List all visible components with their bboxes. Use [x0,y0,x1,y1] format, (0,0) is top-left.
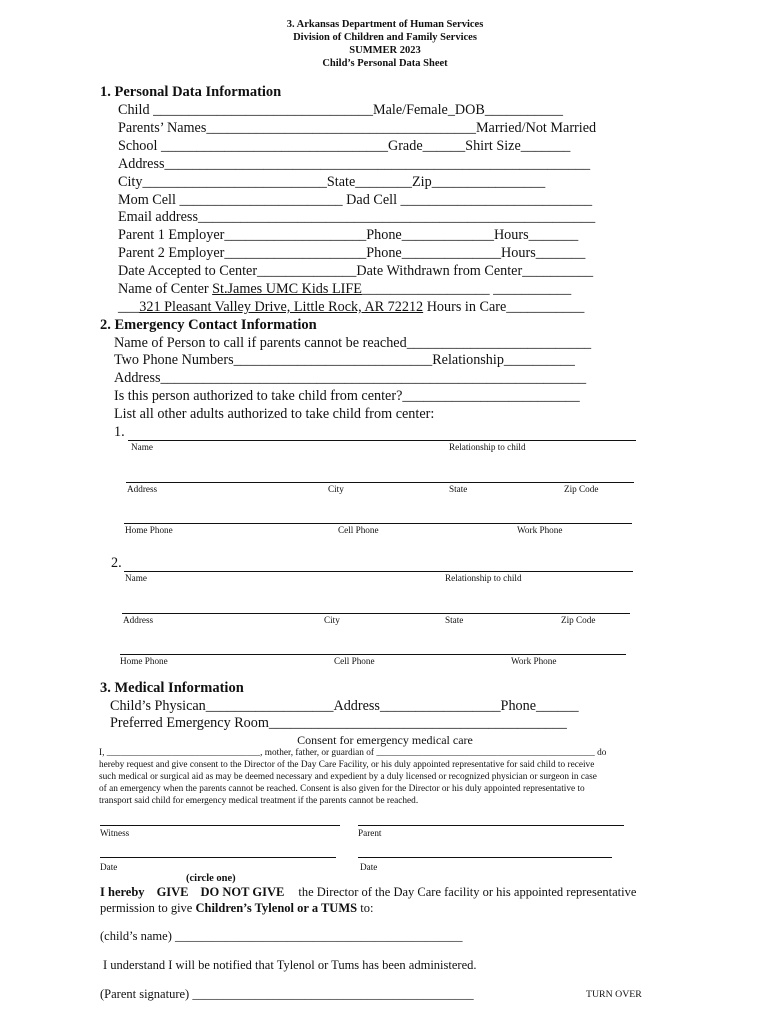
give-option[interactable]: GIVE [156,885,189,899]
hereby-label: I hereby [100,885,145,899]
header-season: SUMMER 2023 [349,45,421,56]
emergency-authorized-field[interactable]: Is this person authorized to take child from center?_________________________ [114,388,580,404]
parent2-employer-field[interactable]: Parent 2 Employer____________________Phone______________Hours_______ [118,245,586,261]
center-address-prefix: ___ [118,299,140,315]
contact2-relationship-label: Relationship to child [445,573,522,583]
parent-signature-line[interactable] [358,825,624,826]
center-name-value: St.James UMC Kids LIFE [212,281,362,297]
notification-statement: I understand I will be notified that Tylenol or Tums has been administered. [103,958,477,972]
date-accepted-field[interactable]: Date Accepted to Center______________Date Withdrawn from Center__________ [118,263,594,279]
witness-signature-line[interactable] [100,825,340,826]
contact2-state-label: State [445,615,464,625]
contact1-relationship-label: Relationship to child [449,442,526,452]
medication-permission-line [100,885,636,900]
witness-date-label: Date [100,862,118,872]
contact1-state-label: State [449,484,468,494]
center-name-tail: __________________ ___________ [361,281,572,297]
consent-line-4: of an emergency when the parents cannot be reached. Consent is also given for the Director or his duly appointed representative to [99,784,585,794]
permission-suffix: to: [357,901,374,915]
header-division: Division of Children and Family Services [293,32,477,43]
contact2-address-line[interactable] [122,613,630,614]
section3-title: 3. Medical Information [100,680,244,696]
do-not-give-option[interactable]: DO NOT GIVE [200,885,285,899]
authorized-adults-prompt: List all other adults authorized to take child from center: [114,406,435,422]
contact1-name-label: Name [131,442,153,452]
child-field[interactable]: Child _______________________________Male/Female_DOB___________ [118,102,563,118]
medication-names: Children’s Tylenol or a TUMS [195,901,358,915]
parent1-employer-field[interactable]: Parent 1 Employer____________________Phone_____________Hours_______ [118,227,579,243]
contact1-zip-label: Zip Code [564,484,599,494]
parent-label: Parent [358,828,382,838]
contact1-cell-phone-label: Cell Phone [338,525,379,535]
emergency-phones-field[interactable]: Two Phone Numbers____________________________Relationship__________ [114,352,575,368]
hours-in-care-field: Hours in Care___________ [423,299,585,315]
parent-cell-field[interactable]: Mom Cell _______________________ Dad Cell ___________________________ [118,192,593,208]
parent-date-label: Date [360,862,378,872]
permission-prefix: permission to give [100,901,196,915]
section2-title: 2. Emergency Contact Information [100,317,317,333]
witness-label: Witness [100,828,130,838]
contact1-name-line[interactable] [128,440,636,441]
contact1-home-phone-label: Home Phone [125,525,173,535]
parent-date-line[interactable] [358,857,612,858]
center-address-value: 321 Pleasant Valley Drive, Little Rock, AR 72212 [139,299,424,315]
consent-title: Consent for emergency medical care [297,733,473,747]
permission-line [100,901,373,916]
parents-names-field[interactable]: Parents’ Names______________________________________Married/Not Married [118,120,597,136]
email-field[interactable]: Email address________________________________________________________ [118,209,596,225]
contact2-address-label: Address [123,615,154,625]
header-agency: 3. Arkansas Department of Human Services [286,19,484,30]
section1-title: 1. Personal Data Information [100,84,282,100]
contact2-zip-label: Zip Code [561,615,596,625]
consent-line-2: hereby request and give consent to the Director of the Day Care Facility, or his duly appointed representative for said child to receive [99,760,595,770]
circle-one-note: (circle one) [186,873,236,884]
center-name-label: Name of Center [118,281,213,297]
contact1-phone-line[interactable] [124,523,632,524]
city-field[interactable]: City__________________________State________Zip________________ [118,174,546,190]
contact1-work-phone-label: Work Phone [517,525,563,535]
emergency-address-field[interactable]: Address____________________________________________________________ [114,370,587,386]
contact1-city-label: City [328,484,344,494]
contact2-phone-line[interactable] [120,654,626,655]
address-field[interactable]: Address____________________________________________________________ [118,156,591,172]
hereby-rest: the Director of the Day Care facility or his appointed representative [298,885,637,899]
document-header [0,18,770,70]
contact1-number: 1. [114,424,125,440]
school-field[interactable]: School ________________________________Grade______Shirt Size_______ [118,138,571,154]
parent-signature-field[interactable]: (Parent signature) _____________________________________________ [100,987,474,1001]
header-form-title: Child’s Personal Data Sheet [322,58,448,69]
contact2-work-phone-label: Work Phone [511,656,557,666]
contact2-number: 2. [111,555,122,571]
witness-date-line[interactable] [100,857,336,858]
consent-line-5: transport said child for emergency medical treatment if the parents cannot be reached. [99,796,419,806]
childs-name-field[interactable]: (child’s name) ______________________________________________ [100,929,463,943]
center-name-field[interactable] [118,281,571,298]
contact1-address-line[interactable] [126,482,634,483]
physician-field[interactable]: Child’s Physican__________________Address_________________Phone______ [110,698,579,714]
contact2-home-phone-label: Home Phone [120,656,168,666]
contact1-address-label: Address [127,484,158,494]
turn-over-note: TURN OVER [586,989,642,1000]
emergency-name-field[interactable]: Name of Person to call if parents cannot be reached__________________________ [114,335,592,351]
contact2-name-line[interactable] [124,571,633,572]
contact2-cell-phone-label: Cell Phone [334,656,375,666]
center-address-field[interactable] [118,299,584,316]
emergency-room-field[interactable]: Preferred Emergency Room__________________________________________ [110,715,567,731]
consent-line-1[interactable]: I, _________________________________, mother, father, or guardian of _______________________________________________ do [99,748,607,758]
contact2-name-label: Name [125,573,147,583]
consent-line-3: such medical or surgical aid as may be deemed necessary and expedient by a duly licensed or recognized physician or surgeon in case [99,772,597,782]
contact2-city-label: City [324,615,340,625]
